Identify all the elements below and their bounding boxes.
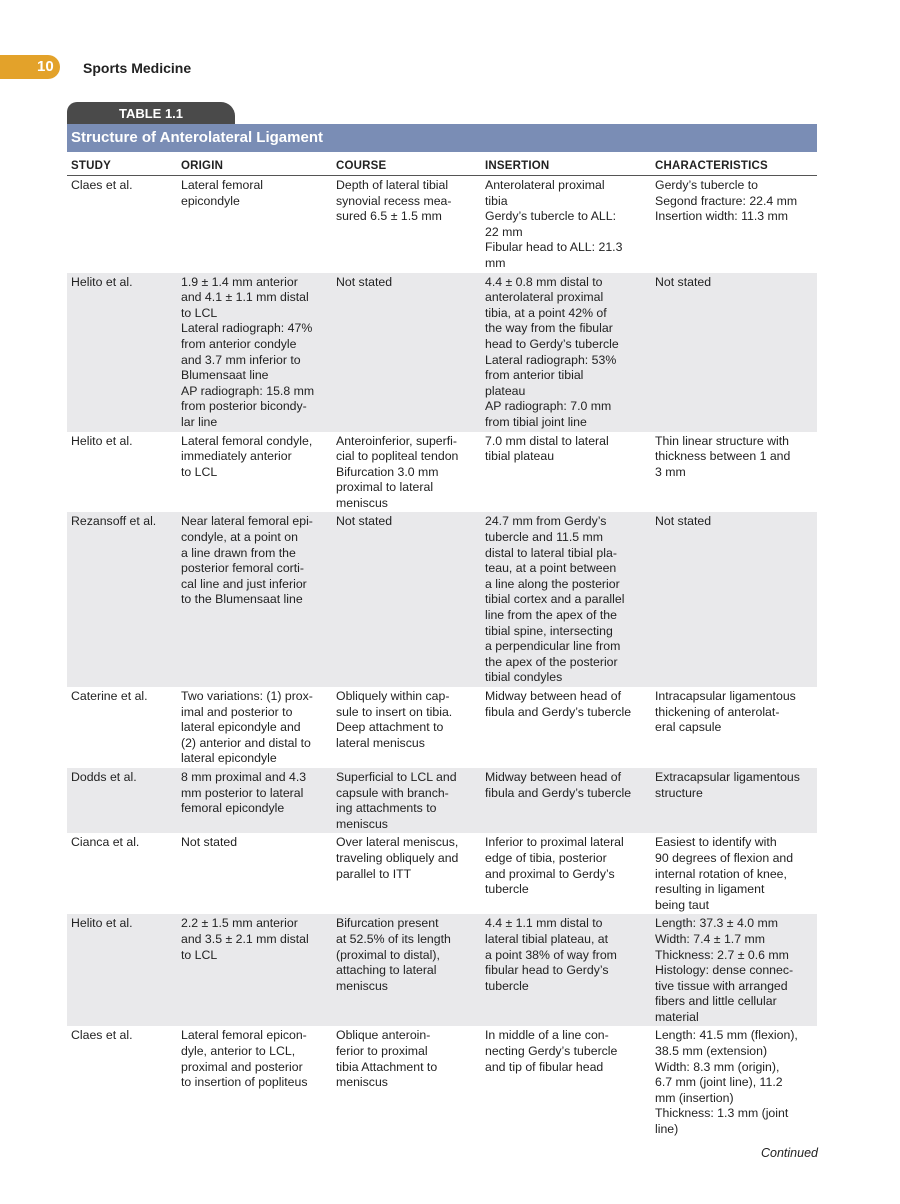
cell-study: Helito et al. [67, 914, 177, 1026]
cell-course: Anteroinferior, superfi- cial to popliteal tendon Bifurcation 3.0 mm proximal to lateral meniscus [336, 433, 459, 510]
cell-insertion: Midway between head of fibula and Gerdy’s tubercle [485, 689, 632, 719]
cell-course: Not stated [332, 273, 481, 432]
cell-insertion: 4.4 ± 1.1 mm distal to lateral tibial plateau, at a point 38% of way from fibular head to Gerdy’s tubercle [481, 914, 651, 1026]
table-row [67, 768, 817, 833]
table-header-row [67, 157, 817, 176]
page-number: 10 [37, 58, 54, 75]
column-header-study: STUDY [67, 157, 177, 176]
cell-characteristics: Extracapsular ligamentous structure [651, 768, 817, 833]
cell-origin: Lateral femoral epicondyle [181, 178, 264, 208]
cell-insertion: Inferior to proximal lateral edge of tibia, posterior and proximal to Gerdy’s tubercle [485, 835, 624, 897]
column-header-characteristics: CHARACTERISTICS [651, 157, 817, 176]
cell-origin: 2.2 ± 1.5 mm anterior and 3.5 ± 2.1 mm distal to LCL [177, 914, 332, 1026]
cell-characteristics: Thin linear structure with thickness between 1 and 3 mm [655, 433, 791, 479]
cell-study: Caterine et al. [71, 689, 148, 703]
column-header-insertion: INSERTION [481, 157, 651, 176]
cell-study: Helito et al. [67, 273, 177, 432]
cell-course: Bifurcation present at 52.5% of its length (proximal to distal), attaching to lateral meniscus [332, 914, 481, 1026]
table-row [67, 833, 817, 914]
cell-course: Superficial to LCL and capsule with branch- ing attachments to meniscus [332, 768, 481, 833]
cell-characteristics: Easiest to identify with 90 degrees of flexion and internal rotation of knee, resulting in ligament being taut [655, 835, 794, 912]
ligament-table [67, 157, 817, 1139]
cell-origin: Not stated [181, 835, 238, 850]
table-title: Structure of Anterolateral Ligament [67, 124, 817, 152]
column-header-course: COURSE [332, 157, 481, 176]
cell-insertion: 24.7 mm from Gerdy’s tubercle and 11.5 mm distal to lateral tibial pla- teau, at a point between a line along the posterior tibial cortex and a parallel line from the apex of the tibial spine, intersecting a perpendicular line from the apex of the posterior tibial condyles [481, 512, 651, 687]
cell-characteristics: Gerdy’s tubercle to Segond fracture: 22.4 mm Insertion width: 11.3 mm [655, 178, 798, 224]
cell-characteristics: Not stated [651, 273, 817, 432]
cell-insertion: 4.4 ± 0.8 mm distal to anterolateral proximal tibia, at a point 42% of the way from the fibular head to Gerdy’s tubercle Lateral radiograph: 53% from anterior tibial plateau AP radiograph: 7.0 mm from tibial joint line [481, 273, 651, 432]
cell-course: Oblique anteroin- ferior to proximal tibia Attachment to meniscus [336, 1028, 438, 1090]
cell-insertion: Midway between head of fibula and Gerdy’s tubercle [481, 768, 651, 833]
table-row [67, 432, 817, 513]
cell-insertion: In middle of a line con- necting Gerdy’s tubercle and tip of fibular head [485, 1028, 618, 1074]
cell-origin: Lateral femoral epicon- dyle, anterior to LCL, proximal and posterior to insertion of popliteus [181, 1028, 308, 1090]
table-row [67, 687, 817, 768]
cell-study: Helito et al. [71, 433, 133, 448]
table-row [67, 512, 817, 687]
cell-study: Rezansoff et al. [67, 512, 177, 687]
cell-course: Obliquely within cap- sule to insert on tibia. Deep attachment to lateral meniscus [336, 689, 453, 750]
cell-origin: Lateral femoral condyle, immediately anterior to LCL [181, 433, 313, 479]
column-header-origin: ORIGIN [177, 157, 332, 176]
cell-study: Claes et al. [71, 178, 133, 192]
cell-study: Cianca et al. [71, 835, 140, 850]
cell-course: Over lateral meniscus, traveling obliquely and parallel to ITT [336, 835, 459, 881]
cell-origin: 1.9 ± 1.4 mm anterior and 4.1 ± 1.1 mm distal to LCL Lateral radiograph: 47% from anterior condyle and 3.7 mm inferior to Blumensaat line AP radiograph: 15.8 mm from posterior bicondy- lar line [177, 273, 332, 432]
table-row [67, 914, 817, 1026]
table-row [67, 176, 817, 273]
continued-note: Continued [761, 1146, 818, 1160]
cell-course: Not stated [332, 512, 481, 687]
running-head: Sports Medicine [83, 60, 192, 76]
cell-study: Claes et al. [71, 1028, 133, 1043]
cell-characteristics: Intracapsular ligamentous thickening of anterolat- eral capsule [655, 689, 796, 735]
cell-origin: 8 mm proximal and 4.3 mm posterior to lateral femoral epicondyle [177, 768, 332, 833]
cell-insertion: Anterolateral proximal tibia Gerdy’s tubercle to ALL: 22 mm Fibular head to ALL: 21.3 mm [485, 178, 623, 270]
cell-characteristics: Length: 37.3 ± 4.0 mm Width: 7.4 ± 1.7 mm Thickness: 2.7 ± 0.6 mm Histology: dense connec- tive tissue with arranged fibers and little cellular material [651, 914, 817, 1026]
cell-insertion: 7.0 mm distal to lateral tibial plateau [485, 433, 609, 464]
cell-study: Dodds et al. [67, 768, 177, 833]
cell-characteristics: Not stated [651, 512, 817, 687]
cell-origin: Near lateral femoral epi- condyle, at a point on a line drawn from the posterior femoral corti- cal line and just inferior to the Blumensaat line [177, 512, 332, 687]
cell-origin: Two variations: (1) prox- imal and posterior to lateral epicondyle and (2) anterior and distal to lateral epicondyle [181, 689, 313, 766]
cell-course: Depth of lateral tibial synovial recess mea- sured 6.5 ± 1.5 mm [336, 178, 452, 224]
table-row [67, 273, 817, 432]
table-label: TABLE 1.1 [67, 102, 235, 124]
cell-characteristics: Length: 41.5 mm (flexion), 38.5 mm (extension) Width: 8.3 mm (origin), 6.7 mm (joint line), 11.2 mm (insertion) Thickness: 1.3 mm (joint line) [655, 1028, 798, 1137]
table-row [67, 1026, 817, 1138]
